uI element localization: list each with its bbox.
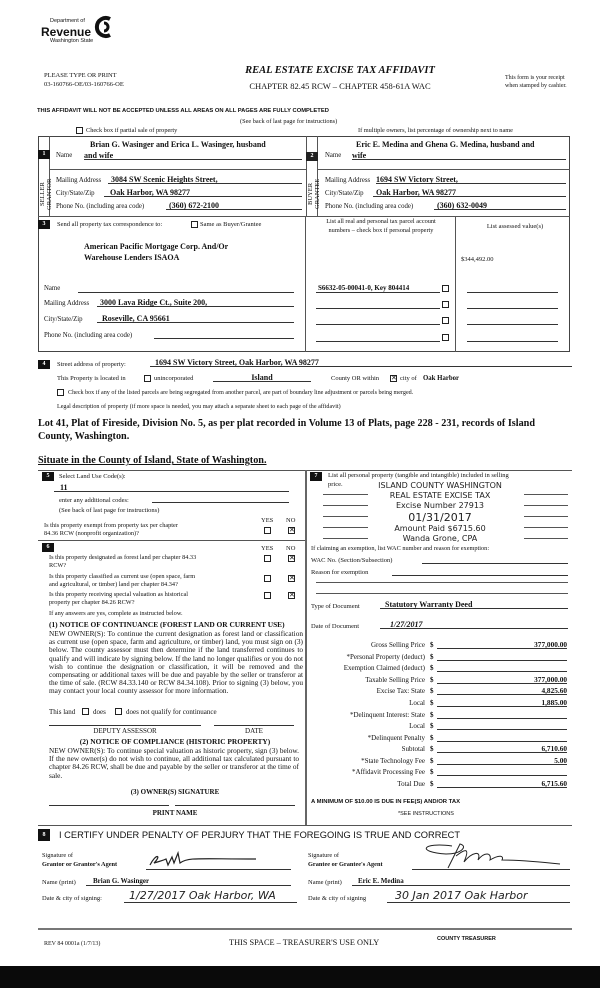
assessed-field-1[interactable] [467,284,558,293]
within-city-checkbox[interactable]: ✕ [391,374,397,382]
grantee-sig-of: Signature of [308,852,339,859]
grantor-signature-icon [148,851,258,869]
historic-question-2: property per chapter 84.26 RCW? [49,599,135,606]
amount-row [0,698,600,709]
currency-symbol: $ [430,722,434,730]
owner-signature-field[interactable] [49,797,169,806]
legal-description-line2[interactable]: County, Washington. [38,431,130,442]
pp-line [524,516,568,517]
seller-phone-label: Phone No. (including area code) [56,203,145,210]
amount-value[interactable]: 5.00 [437,756,567,765]
parcel-field-2[interactable] [316,300,440,309]
additional-codes-field[interactable] [152,494,289,503]
personal-property-label-2: price. [328,481,343,488]
county-treasurer-label: COUNTY TREASURER [437,936,496,942]
amount-label: *Delinquent Penalty [367,734,425,742]
additional-codes-label: enter any additional codes: [59,497,129,504]
no-header: NO [286,517,296,524]
doc-type-field[interactable]: Statutory Warranty Deed [380,600,568,609]
assessed-header: List assessed value(s) [486,223,544,230]
amount-row [0,733,600,744]
seller-grantor-label: SELLER GRANTOR [39,178,53,210]
legal-description-line1[interactable]: Lot 41, Plat of Fireside, Division No. 5, as per plat recorded in Volume 13 of Plats, page 228 - 231, records of Island [38,418,536,429]
currency-symbol: $ [430,687,434,695]
grantee-date-city-field[interactable]: 30 Jan 2017 Oak Harbor [387,888,570,903]
yes-header-6: YES [261,545,274,552]
logo-swirl-icon [92,15,114,39]
same-as-buyer-checkbox[interactable] [191,221,198,228]
if-yes-note: If any answers are yes, complete as instructed below. [49,610,183,617]
amount-value[interactable] [437,721,567,730]
s3-name-label: Name [44,285,61,292]
parcel-field-1[interactable]: S6632-05-00041-0, Key 804414 [316,284,440,293]
stamp-county: ISLAND COUNTY WASHINGTON [378,481,502,490]
city-value[interactable]: Oak Harbor [423,375,460,382]
street-address-field[interactable]: 1694 SW Victory Street, Oak Harbor, WA 98277 [150,358,572,367]
stamp-amount-paid: Amount Paid $6715.60 [394,524,486,533]
logo-line3: Washington State [50,38,94,44]
amount-row [0,756,600,767]
notice-compliance-title: (2) NOTICE OF COMPLIANCE (HISTORIC PROPERTY) [79,737,271,746]
multiple-owners-note: If multiple owners, list percentage of ownership next to name [358,127,513,134]
no-header-6: NO [286,545,296,552]
buyer-city-field[interactable]: Oak Harbor, WA 98277 [373,188,566,197]
pp-line [323,505,368,506]
pp-line [323,527,368,528]
amount-value[interactable]: 4,825.60 [437,686,567,695]
segregated-label: Check box if any of the listed parcels are being segregated from another parcel, are part of boundary line adjustment or parcels being merged. [68,390,414,396]
land-use-code-field[interactable]: 11 [54,483,289,492]
this-land-label: This land [49,708,76,716]
wac-field[interactable] [422,555,568,564]
amount-value[interactable] [437,733,567,742]
legal-description-label: Legal description of property (if more space is needed, you may attach a separate sheet to each page of the affidavit) [57,404,341,410]
print-name-label: PRINT NAME [152,809,198,817]
buyer-address-label: Mailing Address [325,177,371,184]
amount-label: *Affidavit Processing Fee [352,768,425,776]
amount-label: Taxable Selling Price [365,676,425,684]
county-field[interactable]: Island [213,373,311,382]
notice-continuance-text: NEW OWNER(S): To continue the current designation as forest land or classification as current use (open space, farm and agriculture, or timber) land, you must sign on (3) below. The county assessor must then determine if the land transferred continues to qualify and will indicate by signing below. If the land no longer qualifies or you do not wish to continue the designation or classification, it will be removed and the compensating or additional taxes will be due and payable by the seller or transferor at the time of sale. (RCW 84.33.140 or RCW 84.34.108). Prior to signing (3) below, you may contact your local county assessor for more information. [49,629,303,696]
s3-name-field[interactable] [78,284,294,293]
parcel-header-2: numbers – check box if personal property [328,227,434,234]
section-5-badge: 5 [42,472,54,481]
buyer-city-label: City/State/Zip [325,190,364,197]
form-title: REAL ESTATE EXCISE TAX AFFIDAVIT [245,65,435,76]
buyer-name-label: Name [325,152,342,159]
s3-address-label: Mailing Address [44,300,90,307]
reason-label: Reason for exemption [311,569,369,576]
currency-symbol: $ [430,780,434,788]
currency-symbol: $ [430,664,434,672]
personal-property-checkbox-3[interactable] [442,317,449,324]
currency-symbol: $ [430,711,434,719]
certify-statement: I CERTIFY UNDER PENALTY OF PERJURY THAT THE FOREGOING IS TRUE AND CORRECT [59,830,461,840]
exempt-yes-checkbox[interactable] [264,527,271,534]
grantor-agent-label: Grantor or Grantor's Agent [42,861,118,868]
personal-property-checkbox-4[interactable] [442,334,449,341]
reason-line [316,582,568,583]
amount-value[interactable]: 377,000.00 [437,640,567,649]
street-address-label: Street address of property: [57,361,126,368]
logo-line2: Revenue [41,25,92,39]
grantor-name-print-label: Name (print) [42,879,76,886]
yes-header: YES [261,517,274,524]
does-label: does [93,708,106,716]
grantor-date-city-field[interactable]: 1/27/2017 Oak Harbor, WA [124,889,297,903]
scan-edge-band [0,966,600,988]
doc-date-label: Date of Document [311,623,360,630]
section-3-badge: 3 [38,220,50,229]
rule [50,169,306,170]
personal-property-checkbox-1[interactable] [442,285,449,292]
exemption-claim-label: If claiming an exemption, list WAC number and reason for exemption: [311,545,490,552]
deputy-assessor-label: DEPUTY ASSESSOR [93,727,157,735]
grantee-agent-label: Grantee or Grantee's Agent [308,861,383,868]
currency-symbol: $ [430,641,434,649]
stamp-excise-number: Excise Number 27913 [395,501,485,510]
same-as-buyer-label: Same as Buyer/Grantee [200,221,262,228]
pp-line [524,505,568,506]
owner-signature-field-2[interactable] [175,797,295,806]
s3-phone-field[interactable] [154,330,294,339]
section-8-badge: 8 [38,829,50,841]
forest-yes-checkbox[interactable] [264,555,271,562]
section-6-badge: 6 [42,543,54,552]
assessed-divider [455,216,456,352]
parcel-field-3[interactable] [316,316,440,325]
section-7-badge: 7 [310,472,322,481]
current-use-question-1: Is this property classified as current use (open space, farm [49,573,196,580]
pp-line [524,494,568,495]
pp-line [323,538,368,539]
amount-value[interactable]: 6,710.60 [437,744,567,753]
seller-city-field[interactable]: Oak Harbor, WA 98277 [104,188,302,197]
currency-symbol: $ [430,699,434,707]
buyer-phone-label: Phone No. (including area code) [325,203,414,210]
unincorporated-checkbox[interactable] [144,375,151,382]
exempt-no-checkbox[interactable]: ✕ [289,526,295,534]
assessed-field-2[interactable] [467,300,558,309]
amount-row [0,767,600,778]
buyer-name-line1[interactable]: Eric E. Medina and Ghena G. Medina, husband and [356,140,535,149]
seller-name-field[interactable]: and wife [84,151,302,160]
print-note: PLEASE TYPE OR PRINT [44,72,117,79]
seller-address-label: Mailing Address [56,177,102,184]
receipt-note-1: This form is your receipt [505,75,565,81]
doc-date-field[interactable]: 1/27/2017 [380,620,568,629]
buyer-grantee-label: BUYER GRANTEE [307,178,321,210]
grantee-signature-icon [412,840,562,870]
pp-line [323,516,368,517]
segregated-checkbox[interactable] [57,389,64,396]
amount-row [0,710,600,721]
amount-row [0,744,600,755]
seller-name-line1[interactable]: Brian G. Wasinger and Erica L. Wasinger, husband [90,140,266,149]
amount-value[interactable] [437,710,567,719]
county-or-within-label: County OR within [331,375,380,382]
grantee-name-field[interactable]: Eric E. Medina [352,877,570,886]
currency-symbol: $ [430,745,434,753]
forest-question-1: Is this property designated as forest land per chapter 84.33 [49,554,197,561]
assessed-value[interactable]: $344,492.00 [461,256,494,263]
does-not-label: does not qualify for continuance [126,708,217,716]
see-back-note: (See back of last page for instructions) [240,118,338,125]
current-use-no-checkbox[interactable]: ✕ [289,574,295,582]
amount-value[interactable] [437,652,567,661]
s3-phone-label: Phone No. (including area code) [44,332,133,339]
s3-address-field[interactable]: 3000 Lava Ridge Ct., Suite 200, [97,298,294,307]
date-label: DATE [245,727,263,735]
amount-label: *State Technology Fee [361,757,425,765]
amount-label: Gross Selling Price [370,641,425,649]
receipt-note-2: when stamped by cashier. [505,83,567,89]
section3-divider [38,216,570,217]
s3-city-field[interactable]: Roseville, CA 95661 [97,314,294,323]
form-chapter: CHAPTER 82.45 RCW – CHAPTER 458-61A WAC [249,81,431,91]
grantee-signature-field[interactable] [412,860,570,870]
grantor-sig-of: Signature of [42,852,73,859]
see-instructions-note: *SEE INSTRUCTIONS [398,811,454,817]
situate-line[interactable]: Situate in the County of Island, State of Washington. [38,455,267,466]
grantor-signature-field[interactable] [146,860,291,870]
currency-symbol: $ [430,734,434,742]
notice-compliance-text: NEW OWNER(S): To continue special valuation as historic property, sign (3) below. If the new owner(s) do not wish to continue, all additional tax calculated pursuant to chapter 84.26 RCW, shall be due and payable by the seller or transferor at the time of sale. [49,746,299,780]
send-correspondence-label: Send all property tax correspondence to: [57,221,163,228]
amount-row [0,779,600,790]
owner-signature-label: (3) OWNER(S) SIGNATURE [130,788,220,796]
amount-value[interactable]: 377,000.00 [437,675,567,684]
current-use-yes-checkbox[interactable] [264,575,271,582]
grantee-date-city-label: Date & city of signing [308,895,367,902]
section-2-badge: 2 [306,152,318,161]
land-use-label: Select Land Use Code(s): [59,473,126,480]
buyer-address-field[interactable]: 1694 SW Victory Street, [376,175,566,184]
reason-line [316,593,568,594]
parcel-divider [305,216,306,352]
historic-question-1: Is this property receiving special valuation as historical [49,591,189,598]
historic-yes-checkbox[interactable] [264,592,271,599]
logo-line1: Department of [50,18,85,24]
amount-label: *Delinquent Interest: State [349,711,425,719]
see-back-label: (See back of last page for instructions) [59,507,160,514]
assessed-field-3[interactable] [467,316,558,325]
partial-sale-checkbox[interactable] [76,127,83,134]
forest-question-2: RCW? [49,562,67,569]
corp-line2: Warehouse Lenders ISAOA [84,253,180,262]
buyer-name-field[interactable]: wife [352,151,566,160]
notice-continuance-title: (1) NOTICE OF CONTINUANCE (FOREST LAND OR CURRENT USE) [49,620,285,629]
stamp-title: REAL ESTATE EXCISE TAX [389,491,491,500]
buyer-phone-field[interactable]: (360) 632-0049 [434,201,566,210]
personal-property-checkbox-2[interactable] [442,301,449,308]
currency-symbol: $ [430,653,434,661]
section-4-badge: 4 [38,360,50,369]
amount-row [0,721,600,732]
stamp-signer: Wanda Grone, CPA [402,534,478,543]
assessed-field-4[interactable] [467,333,558,342]
city-of-label: city of [400,375,417,382]
minimum-due-note: A MINIMUM OF $10.00 IS DUE IN FEE(S) AND/OR TAX [311,799,461,805]
personal-property-label: List all personal property (tangible and intangible) included in selling [328,472,509,479]
seller-name-label: Name [56,152,73,159]
doc-type-label: Type of Document [311,603,360,610]
parcel-header-1: List all real and personal tax parcel account [326,218,436,225]
stamp-date: 01/31/2017 [408,511,472,524]
historic-no-checkbox[interactable]: ✕ [289,591,295,599]
seller-city-label: City/State/Zip [56,190,95,197]
parcel-field-4[interactable] [316,333,440,342]
exempt-question-1: Is this property exempt from property tax per chapter [44,522,178,529]
located-in-label: This Property is located in [57,375,126,382]
currency-symbol: $ [430,757,434,765]
amount-value[interactable]: 6,715.60 [437,779,567,788]
rule [38,825,572,826]
pp-line [323,494,368,495]
amount-value[interactable]: 1,885.00 [437,698,567,707]
currency-symbol: $ [430,768,434,776]
amount-row [0,675,600,686]
amount-label: Local [409,699,425,707]
unincorporated-label: unincorporated [154,375,194,382]
grantor-date-city-label: Date & city of signing: [42,895,102,902]
reason-field[interactable] [392,567,568,576]
pp-line [524,527,568,528]
amount-row [0,663,600,674]
amount-value[interactable] [437,767,567,776]
partial-sale-label: Check box if partial sale of property [86,127,178,134]
section-1-badge: 1 [38,150,50,159]
rule [38,928,572,930]
pp-line [524,538,568,539]
seller-address-field[interactable]: 3084 SW Scenic Heights Street, [108,175,302,184]
amount-label: *Personal Property (deduct) [346,653,425,661]
rule [318,169,570,170]
form-revision: REV 84 0001a (1/7/13) [44,941,101,947]
amount-label: Subtotal [401,745,425,753]
amount-label: Total Due [397,780,425,788]
rule [38,540,305,541]
s3-city-label: City/State/Zip [44,316,83,323]
form-ids: 03-160766-OE/03-160766-OE [44,81,124,88]
current-use-question-2: and agricultural, or timber) land per chapter 84.34? [49,581,178,588]
amount-value[interactable] [437,663,567,672]
amount-label: Exemption Claimed (deduct) [343,664,425,672]
corp-line1: American Pacific Mortgage Corp. And/Or [84,242,229,251]
completion-warning: THIS AFFIDAVIT WILL NOT BE ACCEPTED UNLESS ALL AREAS ON ALL PAGES ARE FULLY COMPLETED [37,108,329,114]
grantor-name-field[interactable]: Brian G. Wasinger [86,877,291,886]
forest-no-checkbox[interactable]: ✕ [289,554,295,562]
amount-row [0,640,600,651]
amount-row [0,652,600,663]
grantee-name-print-label: Name (print) [308,879,342,886]
amount-label: Local [409,722,425,730]
seller-phone-field[interactable]: (360) 672-2100 [166,201,302,210]
amount-label: Excise Tax: State [376,687,425,695]
currency-symbol: $ [430,676,434,684]
amount-row [0,686,600,697]
wac-label: WAC No. (Section/Subsection) [311,557,393,564]
exempt-question-2: 84.36 RCW (nonprofit organization)? [44,530,139,537]
treasurer-space-label: THIS SPACE – TREASURER'S USE ONLY [229,938,380,947]
